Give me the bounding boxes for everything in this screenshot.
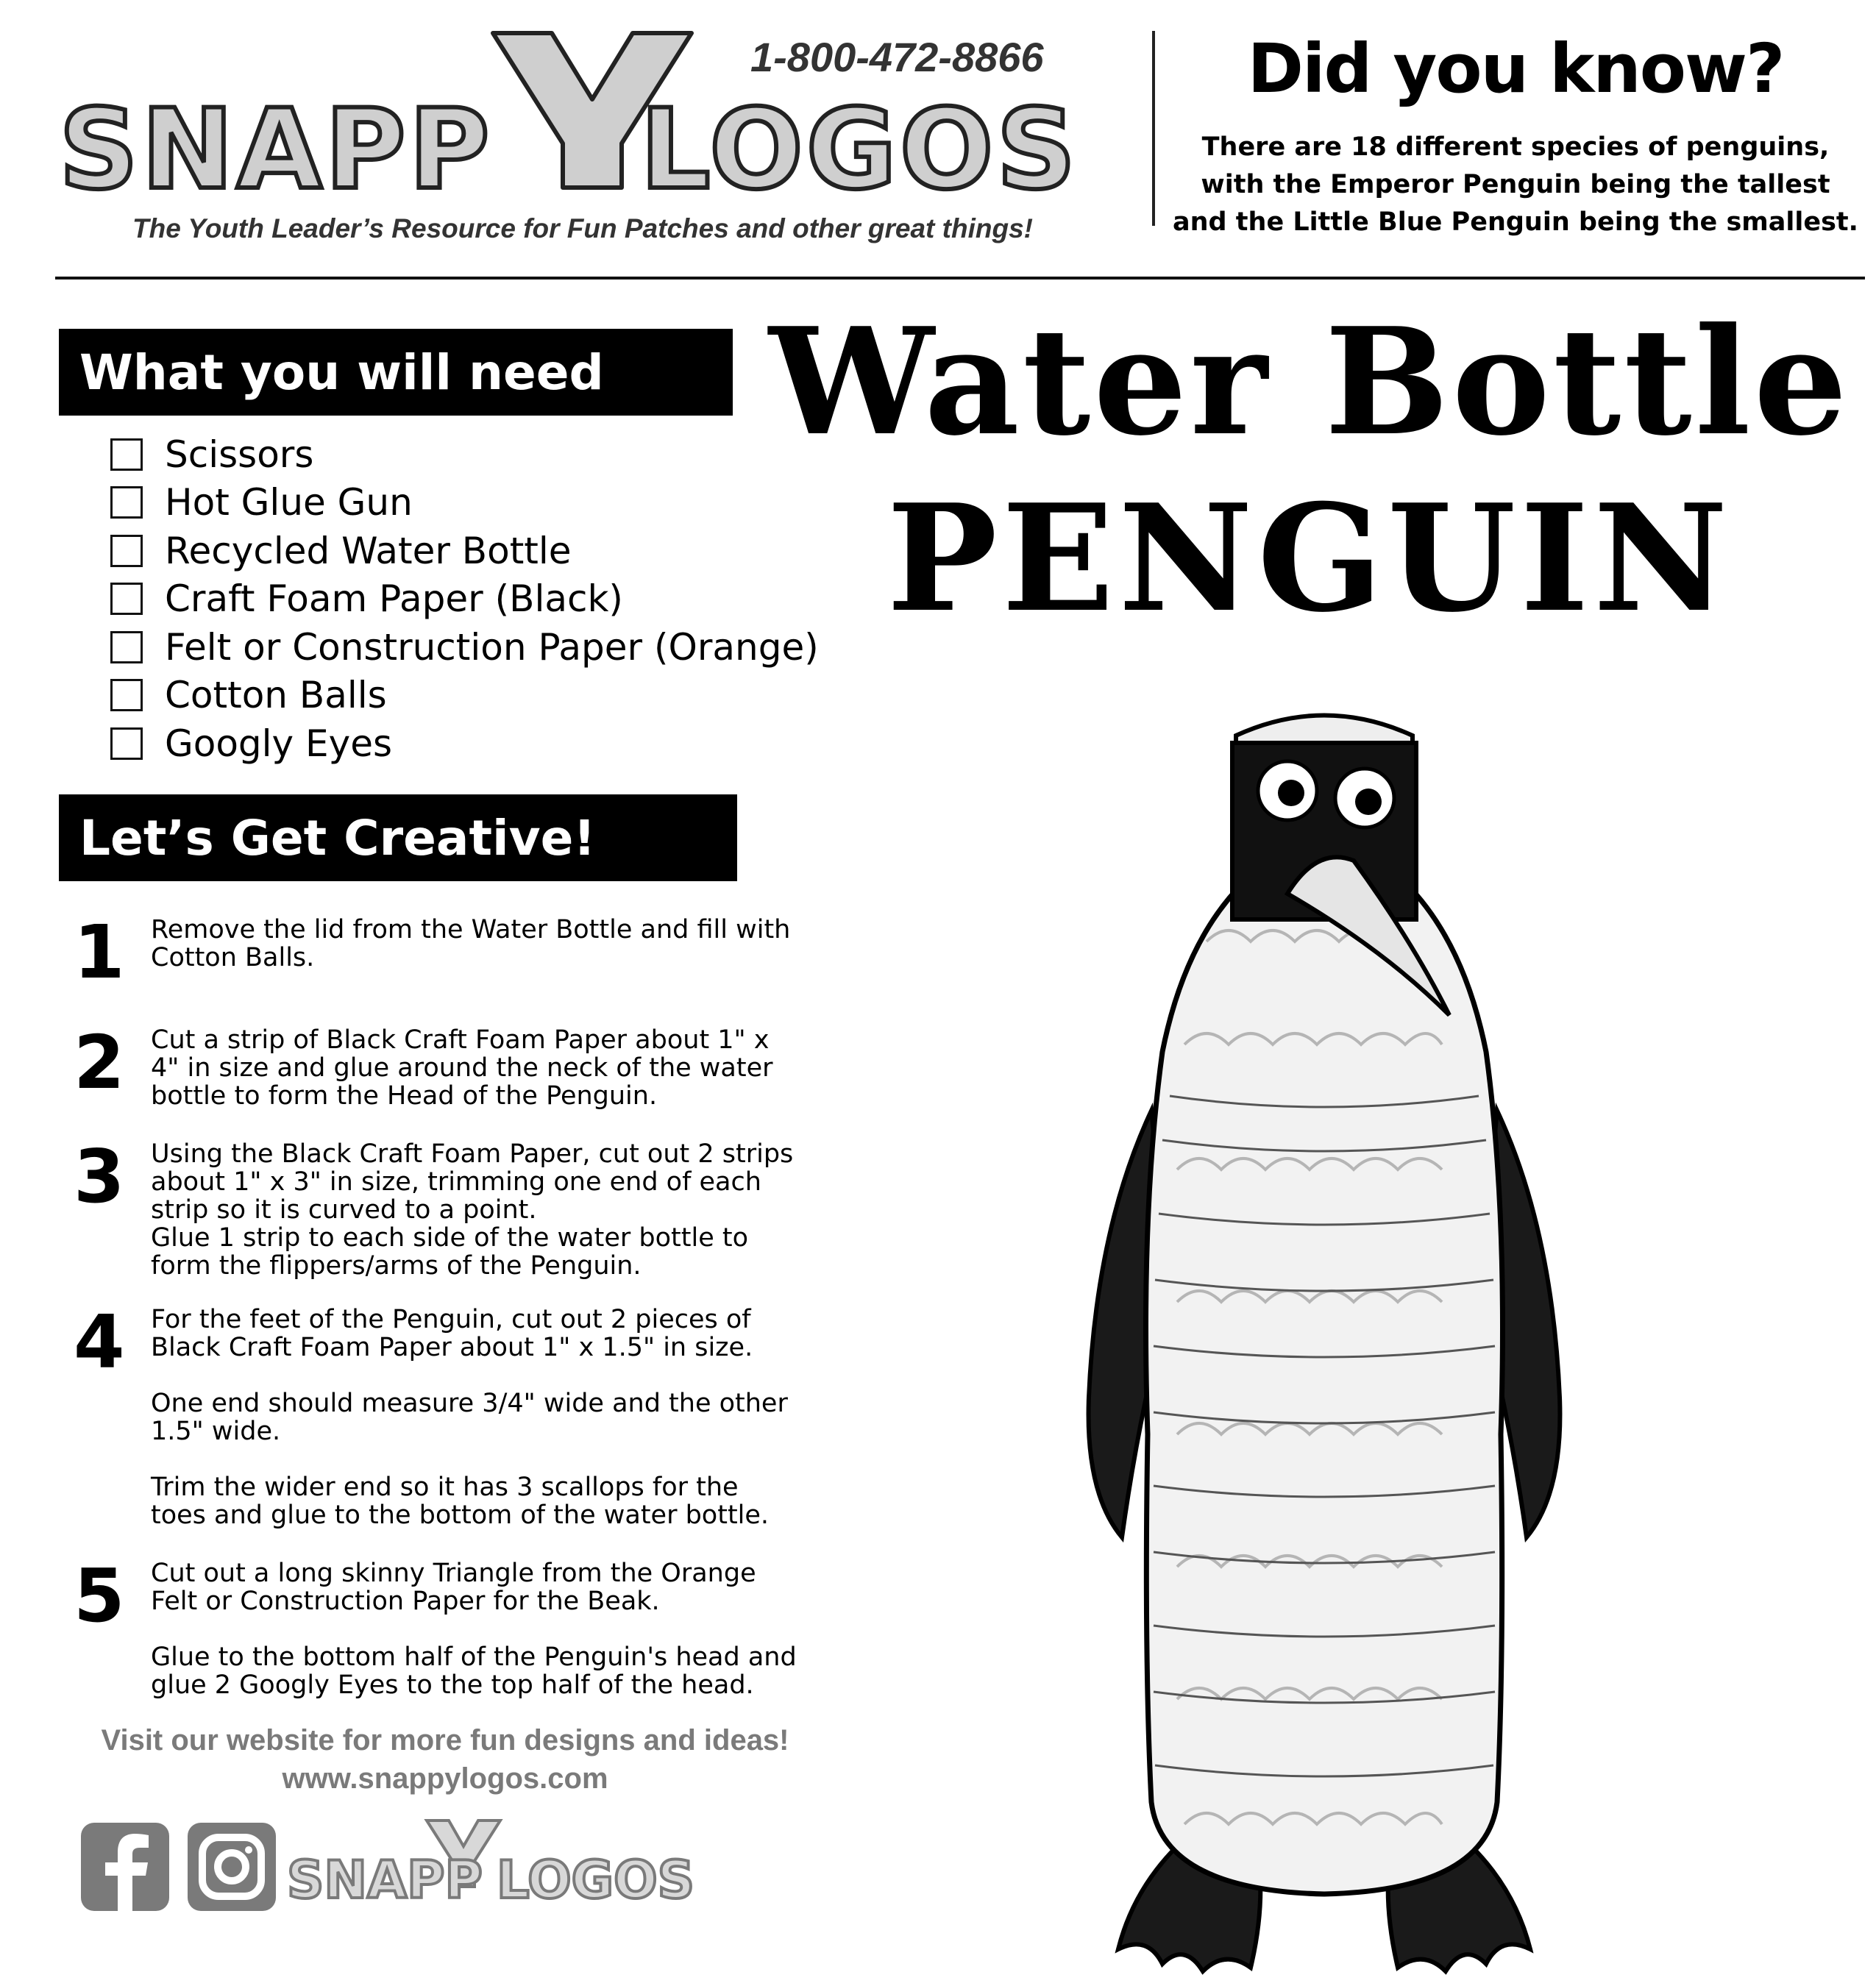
checklist-item[interactable] — [110, 575, 819, 624]
step-number: 3 — [74, 1133, 125, 1220]
social-bar — [81, 1817, 817, 1927]
step-paragraph: Glue to the bottom half of the Penguin's head and glue 2 Googly Eyes to the top half of the head. — [151, 1642, 797, 1700]
step-number: 4 — [74, 1299, 125, 1385]
checklist-item[interactable] — [110, 527, 819, 575]
website-promo — [63, 1721, 828, 1798]
svg-text:SNAPP: SNAPP — [59, 86, 493, 214]
step-paragraph: Trim the wider end so it has 3 scallops for the toes and glue to the bottom of the water bottle. — [151, 1473, 770, 1530]
checkbox[interactable] — [110, 727, 143, 760]
penguin-illustration — [1067, 699, 1596, 1979]
svg-text:LOGOS: LOGOS — [640, 86, 1079, 214]
did-you-know-line: There are 18 different species of penguins, — [1201, 132, 1830, 162]
checklist-label: Googly Eyes — [165, 722, 393, 765]
step-paragraph: Remove the lid from the Water Bottle and fill with Cotton Balls. — [151, 915, 791, 972]
checklist-label: Craft Foam Paper (Black) — [165, 577, 623, 621]
step-text — [151, 1559, 798, 1699]
header-rule — [55, 277, 1865, 280]
checklist-label: Scissors — [165, 433, 314, 476]
step-text — [151, 916, 798, 972]
checklist-label: Felt or Construction Paper (Orange) — [165, 625, 819, 669]
did-you-know-line: and the Little Blue Penguin being the smallest. — [1173, 207, 1858, 237]
visit-text: Visit our website for more fun designs and ideas! — [101, 1724, 789, 1757]
checklist-label: Hot Glue Gun — [165, 481, 413, 524]
tagline: The Youth Leader’s Resource for Fun Patches and other great things! — [132, 213, 1033, 243]
step-paragraph: Cut out a long skinny Triangle from the Orange Felt or Construction Paper for the Beak. — [151, 1559, 756, 1616]
step-number: 1 — [74, 909, 125, 995]
did-you-know-text — [1166, 129, 1865, 241]
header-divider — [1152, 31, 1155, 226]
checklist-label: Recycled Water Bottle — [165, 529, 572, 572]
checklist-label: Cotton Balls — [165, 674, 387, 717]
step-paragraph: Cut a strip of Black Craft Foam Paper about 1" x 4" in size and glue around the neck of the water bottle to form the Head of the Penguin. — [151, 1025, 773, 1111]
step-paragraph: Glue 1 strip to each side of the water bottle to form the flippers/arms of the Penguin. — [151, 1223, 748, 1281]
step-paragraph: One end should measure 3/4" wide and the other 1.5" wide. — [151, 1389, 788, 1446]
checkbox[interactable] — [110, 438, 143, 471]
checklist-item[interactable] — [110, 623, 819, 672]
phone-number: 1-800-472-8866 — [750, 34, 1044, 80]
snappylogos-logo[interactable] — [51, 18, 1126, 254]
checklist-item[interactable] — [110, 672, 819, 720]
facebook-icon[interactable] — [81, 1823, 169, 1911]
svg-text:SNAPP: SNAPP — [287, 1850, 483, 1910]
title-line-1: Water Bottle — [769, 296, 1850, 469]
did-you-know-title: Did you know? — [1247, 29, 1784, 108]
step-paragraph: Using the Black Craft Foam Paper, cut out 2 strips about 1" x 3" in size, trimming one end of each strip so it is curved to a point. — [151, 1139, 794, 1225]
checkbox[interactable] — [110, 486, 143, 519]
svg-text:LOGOS: LOGOS — [497, 1850, 694, 1910]
step-paragraph: For the feet of the Penguin, cut out 2 pieces of Black Craft Foam Paper about 1" x 1.5" in size. — [151, 1305, 753, 1362]
section-heading-creative: Let’s Get Creative! — [59, 794, 737, 881]
checkbox[interactable] — [110, 583, 143, 615]
checklist-item[interactable] — [110, 479, 819, 527]
section-heading-needs: What you will need — [59, 329, 733, 416]
step-text — [151, 1306, 798, 1529]
supplies-checklist — [110, 430, 819, 768]
checklist-item[interactable] — [110, 719, 819, 768]
checkbox[interactable] — [110, 679, 143, 711]
checkbox[interactable] — [110, 535, 143, 567]
title-line-2: PENGUIN — [887, 472, 1733, 645]
step-text — [151, 1140, 798, 1280]
step-number: 5 — [74, 1553, 125, 1639]
instagram-icon[interactable] — [188, 1823, 276, 1911]
step-text — [151, 1026, 798, 1110]
website-link[interactable]: www.snappylogos.com — [282, 1762, 608, 1795]
checkbox[interactable] — [110, 631, 143, 663]
checklist-item[interactable] — [110, 430, 819, 479]
did-you-know-line: with the Emperor Penguin being the tallest — [1201, 170, 1830, 199]
snappylogos-footer-logo[interactable] — [287, 1820, 694, 1910]
step-number: 2 — [74, 1019, 125, 1106]
page-title — [758, 296, 1861, 645]
